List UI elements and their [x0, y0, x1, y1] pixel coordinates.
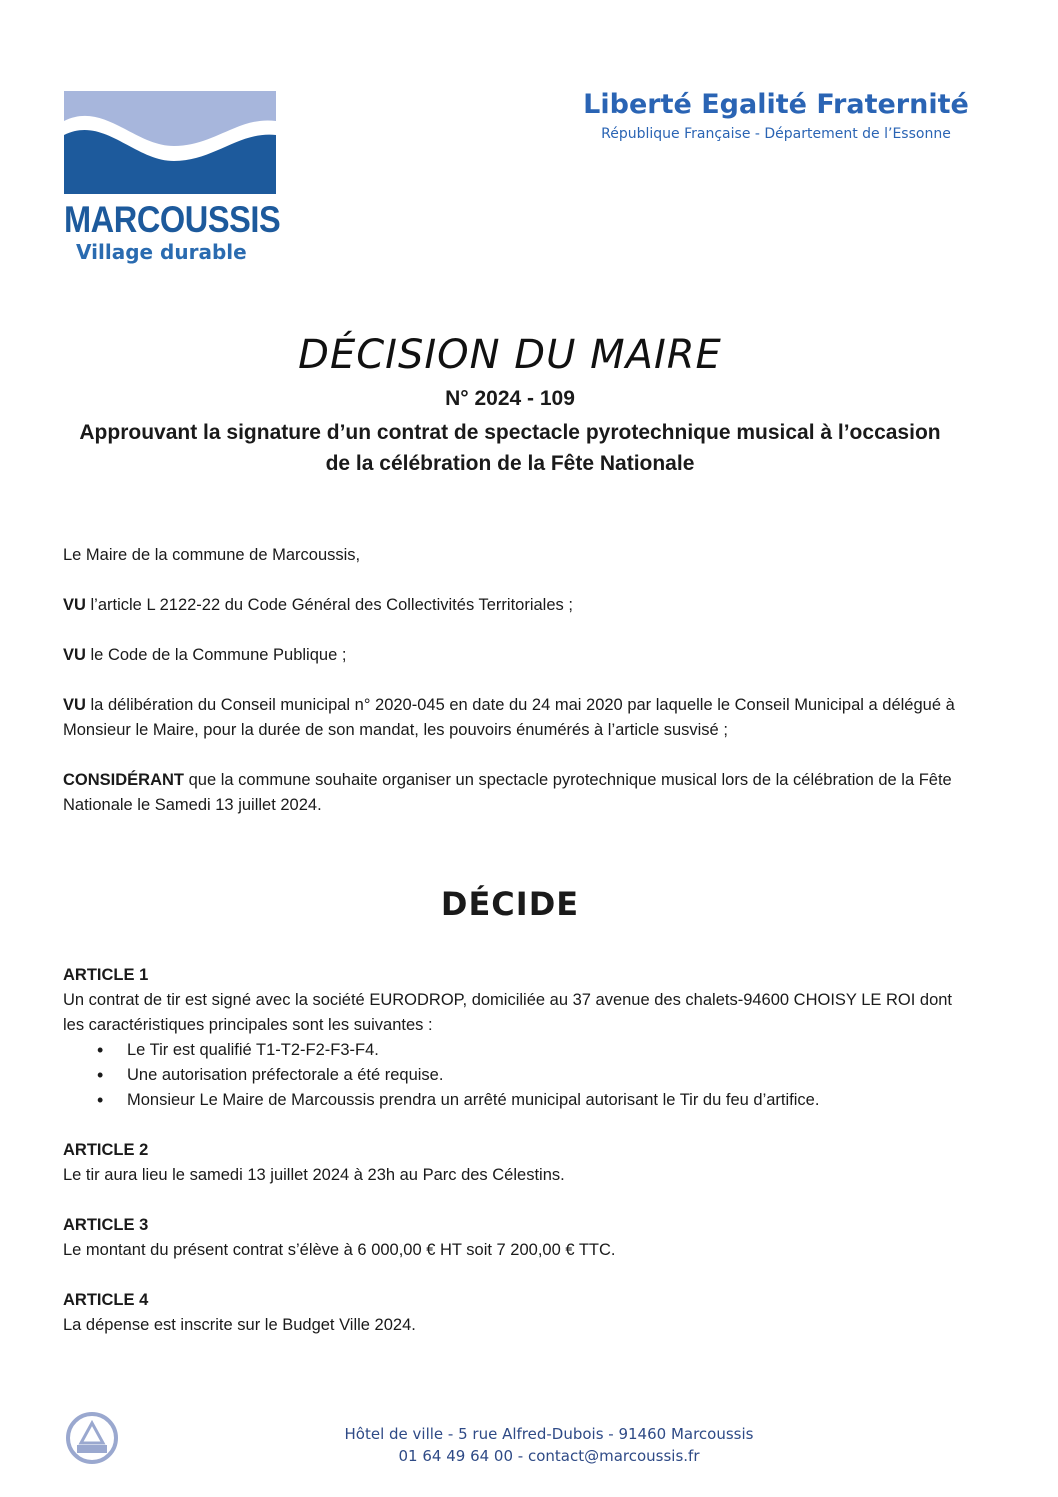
- marcoussis-logo: [64, 91, 281, 264]
- preamble-intro: Le Maire de la commune de Marcoussis,: [63, 546, 361, 564]
- considerant-text: que la commune souhaite organiser un spectacle pyrotechnique musical lors de la célébration de la Fête Nationale le Samedi 13 juillet 2024.: [63, 771, 952, 814]
- article-1-bullet-list: [63, 1038, 963, 1113]
- vu-label: VU: [63, 696, 86, 714]
- article-4: [63, 1288, 963, 1338]
- republic-motto: Liberté Egalité Fraternité: [583, 89, 969, 120]
- articles-section: [63, 963, 963, 1363]
- article-text: Le montant du présent contrat s’élève à 6 000,00 € HT soit 7 200,00 € TTC.: [63, 1241, 616, 1259]
- article-1: [63, 963, 963, 1113]
- document-title: DÉCISION DU MAIRE: [298, 332, 722, 378]
- republic-header: [556, 86, 996, 144]
- preamble: [63, 543, 963, 843]
- logo-name: MARCOUSSIS: [64, 199, 281, 240]
- article-heading: ARTICLE 2: [63, 1141, 149, 1159]
- subject-line-2: de la célébration de la Fête Nationale: [325, 452, 695, 475]
- article-heading: ARTICLE 1: [63, 966, 149, 984]
- vu-label: VU: [63, 596, 86, 614]
- vu-paragraph-3: [63, 693, 963, 743]
- article-text: La dépense est inscrite sur le Budget Ville 2024.: [63, 1316, 416, 1334]
- vu-label: VU: [63, 646, 86, 664]
- footer-address: Hôtel de ville - 5 rue Alfred-Dubois - 91460 Marcoussis: [344, 1425, 754, 1443]
- vu-text: la délibération du Conseil municipal n° 2020-045 en date du 24 mai 2020 par laquelle le Conseil Municipal a délégué à Monsieur le Maire, pour la durée de son mandat, les pouvoirs énumérés à l’article susvisé ;: [63, 696, 955, 739]
- article-text: Un contrat de tir est signé avec la société EURODROP, domiciliée au 37 avenue des chalets-94600 CHOISY LE ROI dont les caractéristiques principales sont les suivantes :: [63, 991, 953, 1034]
- vu-text: le Code de la Commune Publique ;: [90, 646, 347, 664]
- considerant-label: CONSIDÉRANT: [63, 771, 185, 789]
- subject-line-1: Approuvant la signature d’un contrat de spectacle pyrotechnique musical à l’occasion: [79, 421, 941, 444]
- list-item: • Le Tir est qualifié T1-T2-F2-F3-F4.: [127, 1038, 963, 1063]
- department-line: République Française - Département de l’Essonne: [601, 126, 951, 142]
- logo-wave-icon: [64, 91, 276, 194]
- decision-number: N° 2024 - 109: [445, 387, 575, 410]
- article-3: [63, 1213, 963, 1263]
- decide-heading: DÉCIDE: [440, 885, 580, 923]
- article-heading: ARTICLE 3: [63, 1216, 149, 1234]
- vu-paragraph-2: [63, 643, 963, 668]
- considerant-paragraph: [63, 768, 963, 818]
- article-text: Le tir aura lieu le samedi 13 juillet 2024 à 23h au Parc des Célestins.: [63, 1166, 565, 1184]
- logo-tagline: Village durable: [76, 240, 247, 264]
- page-footer: [0, 1423, 1058, 1467]
- footer-contact: 01 64 49 64 00 - contact@marcoussis.fr: [398, 1447, 700, 1465]
- article-heading: ARTICLE 4: [63, 1291, 149, 1309]
- article-2: [63, 1138, 963, 1188]
- vu-text: l’article L 2122-22 du Code Général des Collectivités Territoriales ;: [90, 596, 573, 614]
- list-item: • Monsieur Le Maire de Marcoussis prendra un arrêté municipal autorisant le Tir du feu d’artifice.: [127, 1088, 963, 1113]
- vu-paragraph-1: [63, 593, 963, 618]
- decision-subject: [40, 417, 980, 479]
- list-item: • Une autorisation préfectorale a été requise.: [127, 1063, 963, 1088]
